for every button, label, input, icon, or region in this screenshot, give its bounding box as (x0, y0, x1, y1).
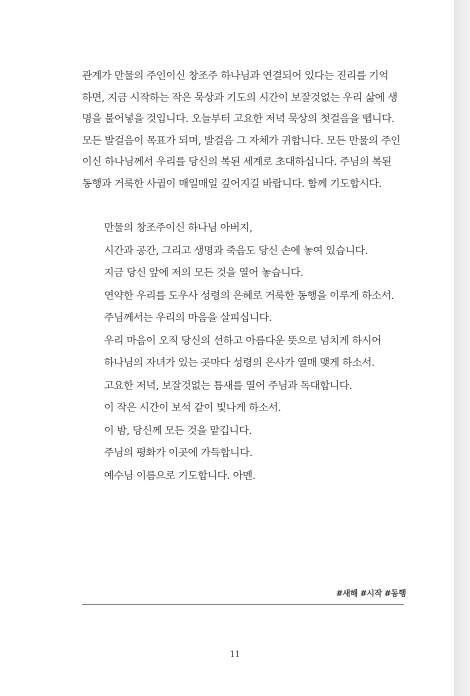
page-edge (454, 0, 470, 696)
prayer-line: 시간과 공간, 그리고 생명과 죽음도 당신 손에 놓여 있습니다. (104, 244, 368, 257)
intro-line: 명을 불어넣을 것입니다. 오늘부터 고요한 저녁 묵상의 첫걸음을 뗍니다. (82, 113, 395, 125)
intro-paragraph (82, 66, 404, 195)
page-number: 11 (229, 650, 241, 659)
prayer-line: 이 밤, 당신께 모든 것을 맡깁니다. (104, 424, 252, 437)
prayer-line: 지금 당신 앞에 저의 모든 것을 열어 놓습니다. (104, 267, 304, 279)
prayer-line: 고요한 저녁, 보잘것없는 틈새를 열어 주님과 독대합니다. (104, 379, 352, 392)
intro-line: 관계가 만물의 주인이신 창조주 하나님과 연결되어 있다는 진리를 기억 (82, 70, 389, 82)
prayer-block (104, 217, 404, 487)
prayer-line: 만물의 창조주이신 하나님 아버지, (104, 222, 253, 234)
prayer-line: 우리 마음이 오직 당신의 선하고 아름다운 뜻으로 넘치게 하시어 (104, 334, 382, 347)
footer-divider (82, 604, 404, 605)
intro-line: 이신 하나님께서 우리를 당신의 복된 세계로 초대하십니다. 주님의 복된 (82, 156, 392, 168)
prayer-line: 주님께서는 우리의 마음을 살피십니다. (104, 312, 272, 324)
prayer-line: 하나님의 자녀가 있는 곳마다 성령의 은사가 열매 맺게 하소서. (104, 357, 375, 369)
intro-line: 모든 발걸음이 목표가 되며, 발걸음 그 자체가 귀합니다. 모든 만물의 주인 (82, 134, 401, 147)
prayer-line: 연약한 우리를 도우사 성령의 은혜로 거룩한 동행을 이루게 하소서. (104, 289, 394, 302)
prayer-line: 이 작은 시간이 보석 같이 빛나게 하소서. (104, 402, 281, 414)
prayer-line: 예수님 이름으로 기도합니다. 아멘. (104, 469, 256, 482)
intro-line: 동행과 거룩한 사귐이 매일매일 깊어지길 바랍니다. 함께 기도합시다. (82, 177, 382, 190)
prayer-line: 주님의 평화가 이곳에 가득합니다. (104, 447, 253, 459)
hashtags: #새해 #시작 #동행 (336, 589, 406, 598)
intro-line: 하면, 지금 시작하는 작은 묵상과 기도의 시간이 보잘것없는 우리 삶에 생 (82, 91, 398, 104)
